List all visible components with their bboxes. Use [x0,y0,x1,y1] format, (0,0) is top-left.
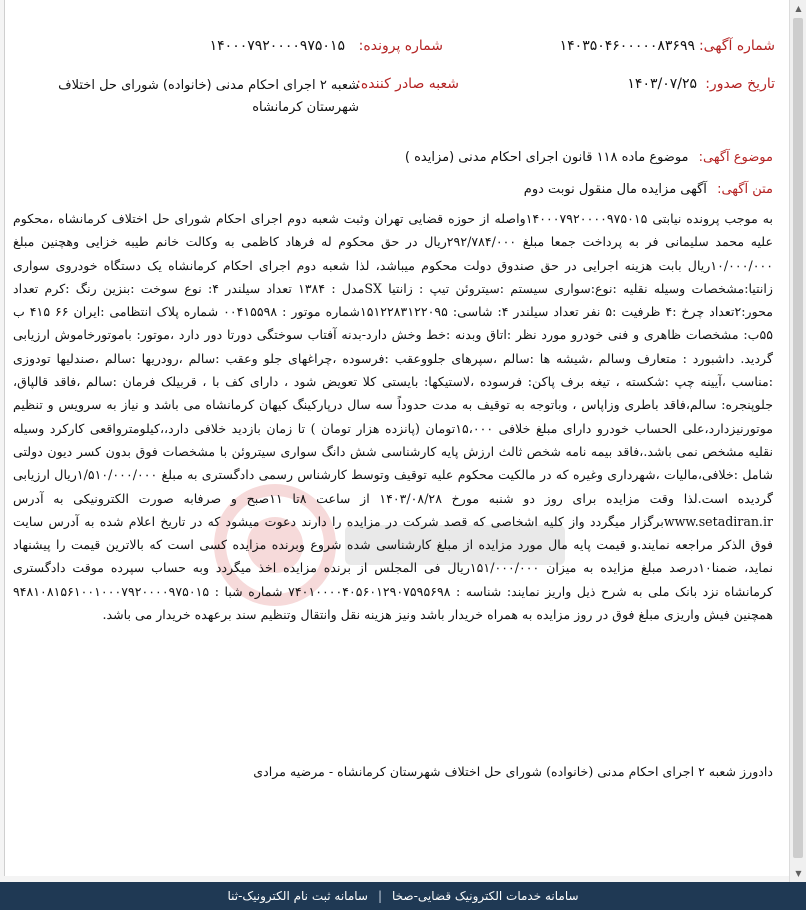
issue-date-value: ۱۴۰۳/۰۷/۲۵ [627,76,697,92]
subject-label: موضوع آگهی: [698,150,773,165]
notice-panel [4,0,790,876]
issuing-branch-value: شعبه ۲ اجرای احکام مدنی (خانواده) شورای حل اختلاف شهرستان کرمانشاه [58,78,359,115]
footer-bar [0,882,806,910]
issuing-branch-label: شعبه صادر کننده: [356,76,459,92]
case-number-value: ۱۴۰۰۰۷۹۲۰۰۰۰۹۷۵۰۱۵ [209,38,345,54]
footer-separator: | [377,889,382,903]
title-value: آگهی مزایده مال منقول نوبت دوم [523,182,707,197]
subject-line [405,150,773,165]
notice-body-text: به موجب پرونده نیابتی ۱۴۰۰۰۷۹۲۰۰۰۰۹۷۵۰۱۵واصله از حوزه قضایی تهران وثبت شعبه دوم اجرای احکام شورای حل اختلاف کرمانشاه ،محکوم علیه محمد سلیمانی فر به پرداخت جمعا مبلغ ۲۹۲/۷۸۴/۰۰۰ریال در حق محکوم له فرهاد کاظمی به وکالت خانم طیبه خزایی وهچنین مبلغ ۱۰/۰۰۰/۰۰۰ریال بابت هزینه اجرایی در حق صندوق دولت محکوم میباشد، لذا شعبه دوم اجرای احکام کرمانشاه یک دستگاه خودروی سواری زانتیا:مشخصات وسیله نقلیه :نوع:سواری سیستم :سیتروئن تیپ : زانتیا SXمدل : ۱۳۸۴ تعداد سیلندر ۴: نوع سوخت :بنزین رنگ :کرم تعداد محور:۲تعداد چرخ :۴ ظرفیت :۵ نفر تعداد سیلندر ۴: شاسی: ۱۵۱۲۲۸۳۱۲۲۰۹۵شماره موتور : ۰۰۴۱۵۵۹۸ شماره پلاک انتظامی :ایران ۶۶ ۴۱۵ ب ۵۵ب: مشخصات ظاهری و فنی خودرو مورد نظر :اتاق وبدنه :خط وخش دارد-بدنه آفتاب سوختگی دورتا دور دارد ،موتور: باموتورخاموش ارزیابی گردید. داشبورد : متعارف وسالم ،شیشه ها :سالم ،سپرهای جلووعقب :فرسوده ،چراغهای جلو وعقب :سالم ،رودریها :سالم ،صندلیها تودوزی :مناسب ،آیینه چپ :شکسته ، تیغه برف پاکن: فرسوده ،لاستیکها: بایستی کلا تعویض شود ، دارای کف با ، قربیلک فرمان :سالم ،فاقد قالپاق، جلوپنجره: سالم،فاقد باطری وزاپاس ، وباتوجه به توقیف به مدت حدوداً سه سال درپارکینگ کیهان کرمانشاه می باشد و نیاز به سرویس و تنظیم موتورنیزدارد،علی الحساب خودرو دارای مبلغ خلافی ۱۵،۰۰۰تومان (پانزده هزار تومان ) تا زمان بازدید خلافی دارد،،کیلومترواقعی کارکرد وسیله نقلیه مشخص نمی باشد.،فاقد بیمه نامه شخص ثالث ارزش پایه کارشناسی شش دانگ سواری سیتروئن با مشخصات فوق بدون کسر دیون دولتی شامل :خلافی،مالیات ،شهرداری وغیره که در مالکیت محکوم علیه توقیف وتوسط کارشناس رسمی دادگستری به مبلغ ۱/۵۱۰/۰۰۰/۰۰۰ریال ارزیابی گردیده است.لذا وقت مزایده برای روز دو شنبه مورخ ۱۴۰۳/۰۸/۲۸ از ساعت ۸تا ۱۱صبح و صرفابه صورت الکترونیکی به آدرس www.setadiran.irبرگزار میگردد واز کلیه اشخاصی که قصد شرکت در مزایده را دارند دعوت میشود که در تاریخ اعلام شده به آدرس سایت فوق الذکر مراجعه نمایند.و قیمت پایه مال مورد مزایده از مبلغ کارشناسی شده شروع وبرنده مزایده کسی است که بالاترین قیمت را پیشنهاد نماید، ضمنا۱۰درصد مبلغ مزایده به میزان ۱۵۱/۰۰۰/۰۰۰ریال فی المجلس از برنده مزایده اخذ میگردد وبه حساب سپرده موقت دادگستری کرمانشاه نزد بانک ملی به شرح ذیل واریز نمایند: شناسه : ۷۴۰۱۰۰۰۰۴۰۵۶۰۱۲۹۰۷۵۹۵۶۹۸ شماره شبا : ۹۴۸۱۰۸۱۵۶۱۰۰۱۰۰۰۷۹۲۰۰۰۰۹۷۵۰۱۵ همچنین فیش واریزی مبلغ فوق در روز مزایده به همراه خریدار باشد ونیز هزینه نقل وانتقال وتنظیم سند برعهده خریدار می باشد. [13,211,773,623]
title-label: متن آگهی: [717,182,773,197]
scroll-down-arrow-icon[interactable]: ▼ [795,869,802,878]
scrollbar-thumb[interactable] [793,18,803,858]
vertical-scrollbar[interactable] [789,0,806,882]
ad-number-label: شماره آگهی: [698,38,775,54]
subject-value: موضوع ماده ۱۱۸ قانون اجرای احکام مدنی (مزایده ) [404,150,689,165]
footer-link-sakha[interactable]: سامانه خدمات الکترونیک قضایی-صخا [392,889,579,903]
case-number-label: شماره پرونده: [358,38,443,54]
footer-link-sana[interactable]: سامانه ثبت نام الکترونیک-ثنا [227,889,368,903]
scroll-up-arrow-icon[interactable]: ▲ [795,4,802,13]
signature-line: دادورز شعبه ۲ اجرای احکام مدنی (خانواده) شورای حل اختلاف شهرستان کرمانشاه - مرضیه مرادی [253,764,773,779]
title-line [524,182,773,197]
issue-date-label: تاریخ صدور: [705,76,775,92]
ad-number-value: ۱۴۰۳۵۰۴۶۰۰۰۰۰۸۳۶۹۹ [559,38,695,54]
